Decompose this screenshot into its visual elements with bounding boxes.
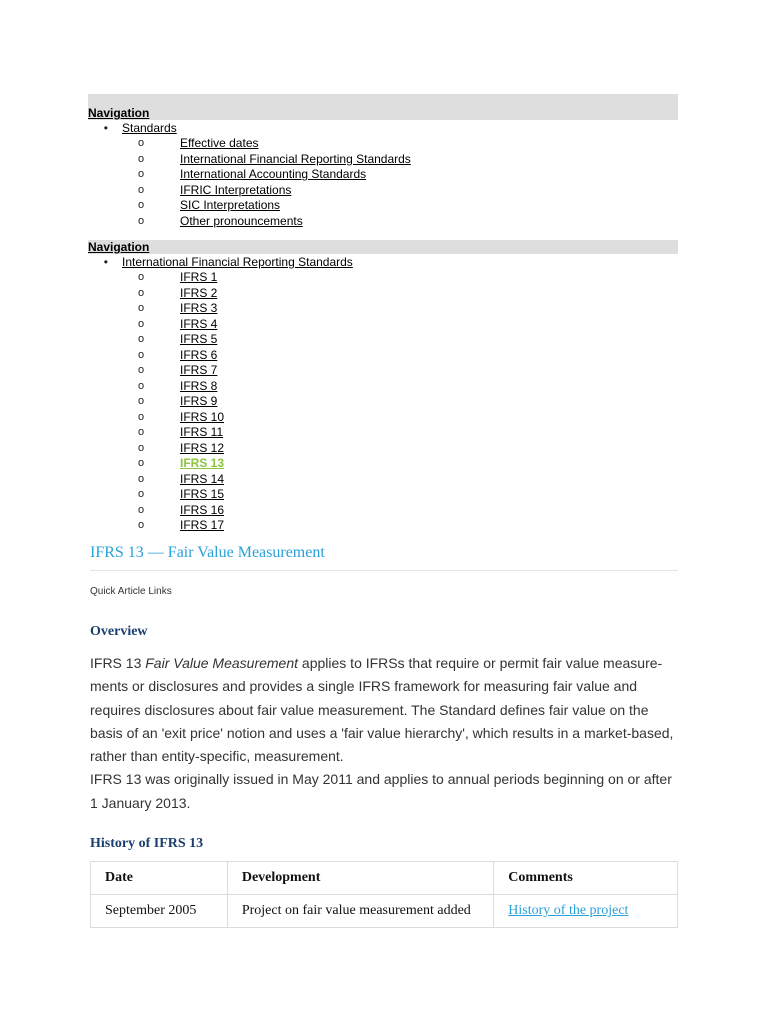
circle-bullet-icon: o <box>138 152 145 165</box>
circle-bullet-icon: o <box>138 503 145 516</box>
list-item <box>88 440 678 456</box>
list-item <box>88 182 678 198</box>
nav-top-item <box>88 254 678 270</box>
list-item <box>88 487 678 503</box>
nav-sub-item-link[interactable]: International Financial Reporting Standards <box>180 151 411 166</box>
list-item <box>88 151 678 167</box>
list-item <box>88 301 678 317</box>
ifrs-item-link[interactable]: IFRS 11 <box>180 425 224 440</box>
ifrs-item-link[interactable]: IFRS 17 <box>180 518 225 533</box>
navigation-block-standards <box>88 94 678 229</box>
circle-bullet-icon: o <box>138 519 145 532</box>
navigation-heading: Navigation <box>88 94 678 120</box>
navigation-heading: Navigation <box>88 240 678 254</box>
overview-body <box>90 652 682 815</box>
circle-bullet-icon: o <box>138 333 145 346</box>
nav-sub-item-link[interactable]: International Accounting Standards <box>180 167 367 182</box>
ifrs-item-link[interactable]: IFRS 2 <box>180 285 218 300</box>
circle-bullet-icon: o <box>138 168 145 181</box>
ifrs-item-link[interactable]: IFRS 3 <box>180 301 218 316</box>
table-row <box>91 895 678 928</box>
circle-bullet-icon: o <box>138 199 145 212</box>
list-item <box>88 378 678 394</box>
list-item <box>88 213 678 229</box>
circle-bullet-icon: o <box>138 395 145 408</box>
circle-bullet-icon: o <box>138 441 145 454</box>
article-title: IFRS 13 — Fair Value Measurement <box>90 544 678 571</box>
list-item <box>88 347 678 363</box>
circle-bullet-icon: o <box>138 214 145 227</box>
circle-bullet-icon: o <box>138 302 145 315</box>
ifrs-item-link[interactable]: IFRS 1 <box>180 270 218 285</box>
cell-development: Project on fair value measurement added <box>227 895 493 928</box>
ifrs-item-link[interactable]: IFRS 12 <box>180 440 225 455</box>
bullet-icon: • <box>103 120 108 135</box>
ifrs-item-link[interactable]: IFRS 8 <box>180 378 218 393</box>
nav-sub-item-link[interactable]: Effective dates <box>180 136 259 151</box>
nav-sub-item-link[interactable]: Other pronouncements <box>180 213 303 228</box>
column-header-date: Date <box>91 862 228 895</box>
list-item <box>88 136 678 152</box>
list-item <box>88 167 678 183</box>
circle-bullet-icon: o <box>138 426 145 439</box>
column-header-development: Development <box>227 862 493 895</box>
list-item <box>88 332 678 348</box>
ifrs-item-link[interactable]: IFRS 5 <box>180 332 218 347</box>
ifrs-item-link[interactable]: IFRS 6 <box>180 347 218 362</box>
ifrs-item-link[interactable]: IFRS 16 <box>180 502 225 517</box>
cell-comments <box>494 895 678 928</box>
overview-heading: Overview <box>90 624 148 639</box>
list-item <box>88 363 678 379</box>
nav-sub-item-link[interactable]: SIC Interpretations <box>180 198 281 213</box>
column-header-comments: Comments <box>494 862 678 895</box>
list-item <box>88 270 678 286</box>
circle-bullet-icon: o <box>138 488 145 501</box>
overview-paragraph-1: IFRS 13 Fair Value Measurement applies to IFRSs that require or permit fair value measure-ments or disclosures and provides a single IFRS framework for measuring fair value and requires disclosures about fair value measurement. The Standard defines fair value on the basis of an 'exit price' notion and uses a 'fair value hierarchy', which results in a market-based, rather than entity-specific, measurement. <box>90 655 674 765</box>
bullet-icon: • <box>103 254 108 269</box>
quick-article-links[interactable]: Quick Article Links <box>90 586 172 597</box>
circle-bullet-icon: o <box>138 472 145 485</box>
list-item <box>88 285 678 301</box>
circle-bullet-icon: o <box>138 457 145 470</box>
list-item <box>88 456 678 472</box>
circle-bullet-icon: o <box>138 364 145 377</box>
ifrs-item-link[interactable]: IFRS 10 <box>180 409 225 424</box>
circle-bullet-icon: o <box>138 137 145 150</box>
history-heading: History of IFRS 13 <box>90 836 204 851</box>
history-of-project-link[interactable]: History of the project <box>508 903 629 918</box>
ifrs-item-link[interactable]: IFRS 15 <box>180 487 225 502</box>
circle-bullet-icon: o <box>138 286 145 299</box>
history-table <box>90 861 678 928</box>
circle-bullet-icon: o <box>138 183 145 196</box>
list-item <box>88 502 678 518</box>
list-item <box>88 409 678 425</box>
list-item <box>88 316 678 332</box>
cell-date: September 2005 <box>91 895 228 928</box>
circle-bullet-icon: o <box>138 410 145 423</box>
list-item <box>88 518 678 534</box>
ifrs-item-link[interactable]: IFRS 7 <box>180 363 218 378</box>
list-item <box>88 394 678 410</box>
nav-link-ifrs[interactable]: International Financial Reporting Standards <box>122 254 353 269</box>
nav-top-item <box>88 120 678 136</box>
navigation-block-ifrs <box>88 240 678 533</box>
list-item <box>88 471 678 487</box>
overview-paragraph-2: IFRS 13 was originally issued in May 2011 and applies to annual periods beginning on or after 1 January 2013. <box>90 771 672 811</box>
circle-bullet-icon: o <box>138 317 145 330</box>
ifrs-item-link[interactable]: IFRS 9 <box>180 394 218 409</box>
list-item <box>88 198 678 214</box>
nav-sub-item-link[interactable]: IFRIC Interpretations <box>180 182 292 197</box>
list-item <box>88 425 678 441</box>
circle-bullet-icon: o <box>138 348 145 361</box>
ifrs-item-link[interactable]: IFRS 13 <box>180 456 225 471</box>
ifrs-item-link[interactable]: IFRS 14 <box>180 471 225 486</box>
ifrs-item-link[interactable]: IFRS 4 <box>180 316 218 331</box>
table-header-row <box>91 862 678 895</box>
circle-bullet-icon: o <box>138 271 145 284</box>
circle-bullet-icon: o <box>138 379 145 392</box>
nav-link-standards[interactable]: Standards <box>122 120 177 135</box>
